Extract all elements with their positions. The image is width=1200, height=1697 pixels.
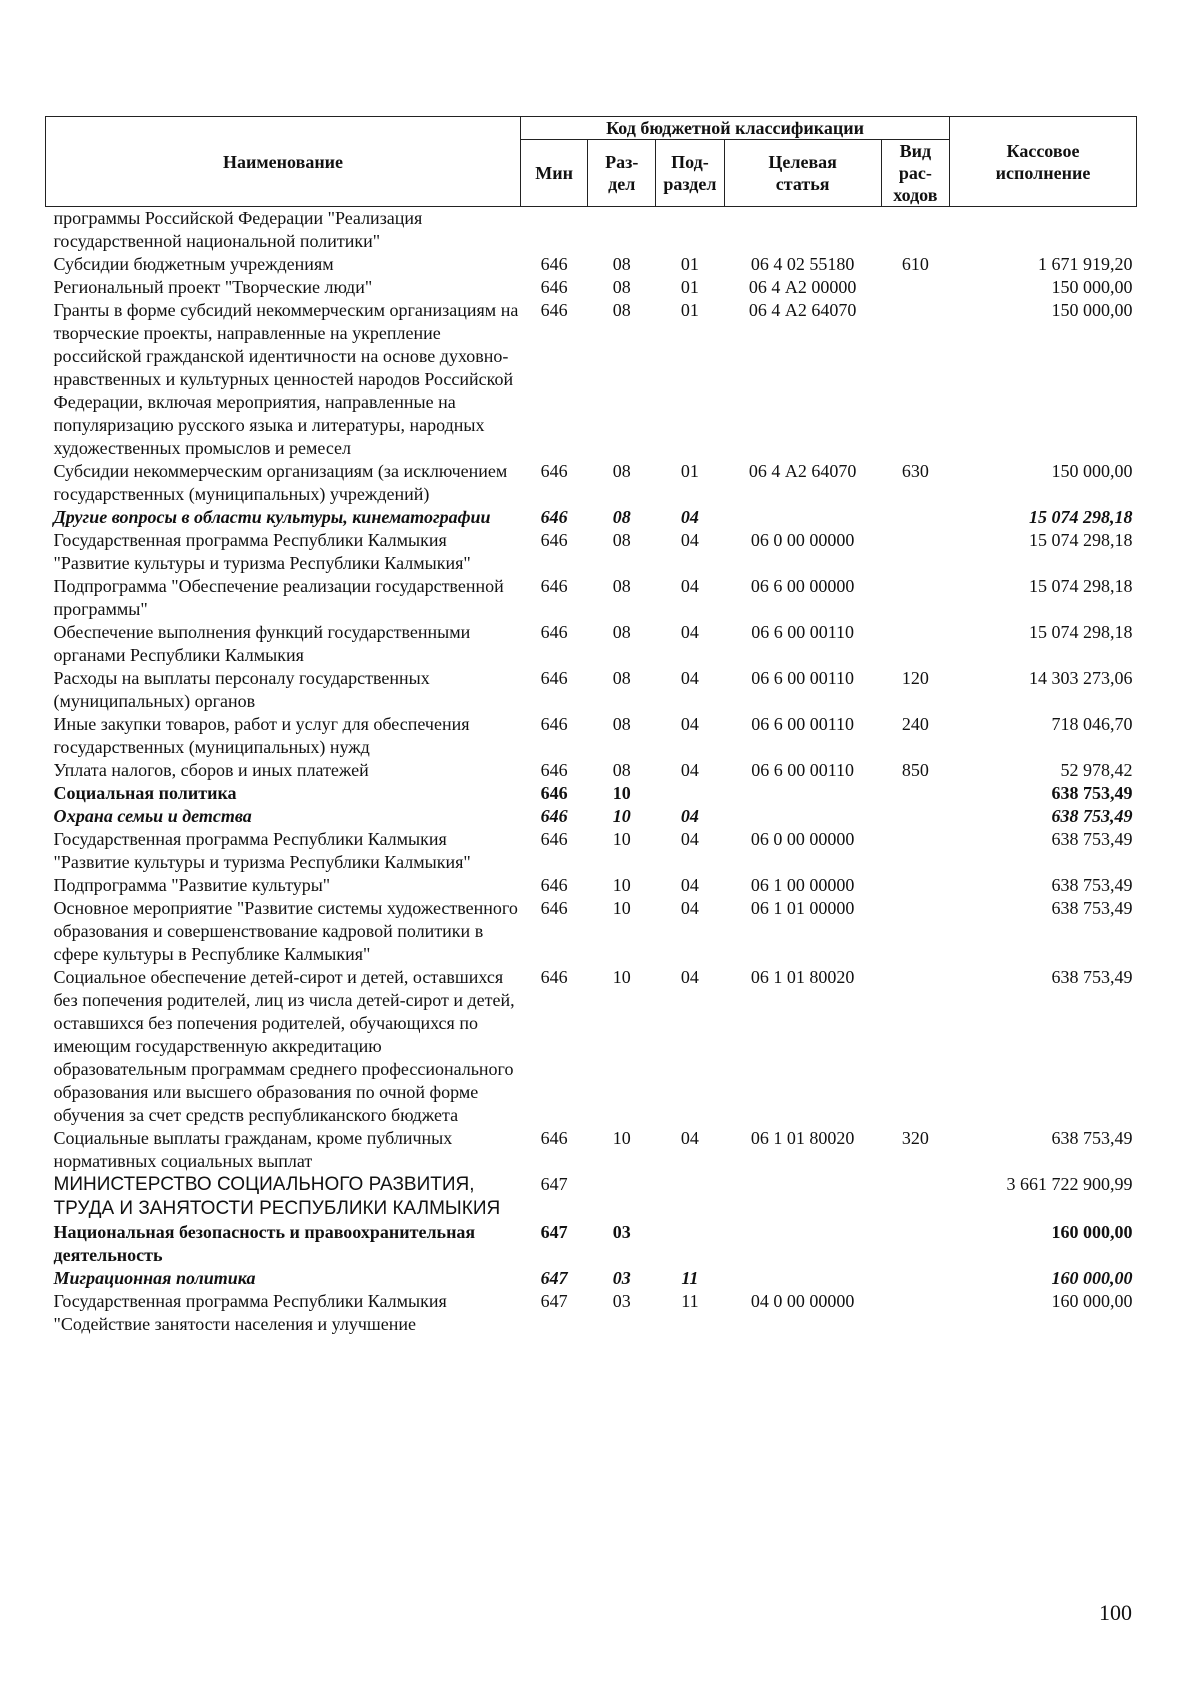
cell-article: 06 6 00 00110 [751, 760, 855, 780]
cell-amount: 638 753,49 [1051, 829, 1133, 849]
cell-vid [881, 621, 949, 667]
cell-article: 06 4 А2 00000 [748, 277, 857, 297]
cell-vid [881, 299, 949, 460]
budget-table [45, 116, 1137, 1336]
cell-amount: 638 753,49 [1051, 898, 1133, 918]
cell-podrazdel: 04 [680, 1128, 699, 1148]
cell-vid [881, 874, 949, 897]
cell-amount: 160 000,00 [1051, 1222, 1133, 1242]
cell-razdel: 10 [612, 1128, 631, 1148]
cell-name: МИНИСТЕРСТВО СОЦИАЛЬНОГО РАЗВИТИЯ, ТРУДА И ЗАНЯТОСТИ РЕСПУБЛИКИ КАЛМЫКИЯ [53, 1174, 501, 1219]
cell-amount: 150 000,00 [1051, 277, 1133, 297]
cell-vid [881, 828, 949, 874]
cell-name: Государственная программа Республики Калмыкия "Развитие культуры и туризма Республики Калмыкия" [53, 829, 471, 872]
table-row [46, 1127, 1137, 1173]
cell-amount: 14 303 273,06 [1029, 668, 1133, 688]
header-article-text: Целевая статья [768, 152, 837, 194]
cell-vid [881, 529, 949, 575]
table-row [46, 506, 1137, 529]
table-row [46, 207, 1137, 254]
cell-min: 646 [540, 760, 568, 780]
cell-razdel [588, 1173, 656, 1221]
cell-vid [881, 1290, 949, 1336]
cell-vid: 630 [901, 461, 929, 481]
cell-min: 646 [540, 783, 568, 803]
cell-vid [881, 207, 949, 254]
cell-article: 04 0 00 00000 [750, 1291, 855, 1311]
cell-vid: 240 [901, 714, 929, 734]
cell-razdel: 08 [612, 277, 631, 297]
cell-amount: 15 074 298,18 [1029, 530, 1133, 550]
header-vid [881, 140, 949, 207]
cell-razdel: 08 [612, 714, 631, 734]
cell-article: 06 4 А2 64070 [748, 461, 857, 481]
table-row [46, 667, 1137, 713]
cell-name: Государственная программа Республики Калмыкия "Развитие культуры и туризма Республики Калмыкия" [53, 530, 471, 573]
table-row [46, 897, 1137, 966]
cell-name: Уплата налогов, сборов и иных платежей [53, 760, 369, 780]
table-row [46, 621, 1137, 667]
header-code-group: Код бюджетной классификации [521, 117, 950, 140]
cell-razdel: 08 [612, 461, 631, 481]
cell-min: 647 [540, 1174, 568, 1194]
cell-vid [881, 966, 949, 1127]
cell-amount: 52 978,42 [1060, 760, 1133, 780]
cell-article [724, 782, 881, 805]
cell-min: 646 [540, 967, 568, 987]
cell-amount: 15 074 298,18 [1029, 576, 1133, 596]
cell-razdel: 10 [612, 898, 631, 918]
cell-name: Социальное обеспечение детей-сирот и детей, оставшихся без попечения родителей, лиц из числа детей-сирот и детей, оставшихся без попечения родителей, обучающихся по имеющим государственную аккредитацию образовательным программам среднего профессионального образования или высшего образования по очной форме обучения за счет средств республиканского бюджета [53, 967, 515, 1125]
table-row [46, 874, 1137, 897]
cell-article: 06 4 А2 64070 [748, 300, 857, 320]
cell-name: Национальная безопасность и правоохранительная деятельность [53, 1222, 476, 1265]
cell-vid [881, 897, 949, 966]
cell-min: 646 [540, 277, 568, 297]
cell-min: 646 [540, 461, 568, 481]
cell-podrazdel: 04 [680, 806, 699, 826]
cell-podrazdel: 04 [680, 875, 699, 895]
cell-amount [949, 207, 1136, 254]
table-row [46, 529, 1137, 575]
cell-min: 646 [540, 714, 568, 734]
cell-razdel: 08 [612, 576, 631, 596]
cell-razdel: 08 [612, 300, 631, 320]
cell-min: 646 [540, 507, 568, 527]
cell-name: Социальные выплаты гражданам, кроме публичных нормативных социальных выплат [53, 1128, 453, 1171]
cell-podrazdel: 01 [680, 300, 699, 320]
cell-vid [881, 506, 949, 529]
cell-vid: 120 [901, 668, 929, 688]
header-article [724, 140, 881, 207]
cell-podrazdel [656, 782, 724, 805]
cell-amount: 638 753,49 [1051, 806, 1133, 826]
cell-article: 06 1 00 00000 [750, 875, 855, 895]
cell-razdel: 03 [612, 1268, 631, 1288]
cell-article: 06 1 01 00000 [750, 898, 855, 918]
cell-amount: 718 046,70 [1051, 714, 1133, 734]
cell-razdel: 03 [612, 1291, 631, 1311]
cell-podrazdel: 04 [680, 829, 699, 849]
cell-razdel: 08 [612, 530, 631, 550]
cell-podrazdel: 04 [680, 967, 699, 987]
header-name: Наименование [46, 117, 521, 207]
cell-amount: 160 000,00 [1051, 1291, 1133, 1311]
cell-podrazdel: 04 [680, 898, 699, 918]
cell-vid [881, 1221, 949, 1267]
cell-min: 646 [540, 668, 568, 688]
cell-article: 06 6 00 00110 [751, 714, 855, 734]
cell-razdel: 03 [612, 1222, 631, 1242]
cell-article: 06 6 00 00000 [750, 576, 855, 596]
cell-amount: 3 661 722 900,99 [1006, 1174, 1133, 1194]
table-row [46, 805, 1137, 828]
cell-article [724, 1267, 881, 1290]
cell-razdel: 08 [612, 760, 631, 780]
cell-name: Иные закупки товаров, работ и услуг для обеспечения государственных (муниципальных) нужд [53, 714, 470, 757]
cell-podrazdel [656, 1173, 724, 1221]
cell-name: Подпрограмма "Развитие культуры" [53, 875, 331, 895]
header-podrazdel [656, 140, 724, 207]
header-execution [949, 117, 1136, 207]
cell-article: 06 6 00 00110 [751, 622, 855, 642]
header-execution-text: Кассовое исполнение [995, 140, 1091, 183]
cell-name: Охрана семьи и детства [53, 806, 252, 826]
cell-min: 646 [540, 622, 568, 642]
table-row [46, 713, 1137, 759]
cell-vid [881, 276, 949, 299]
cell-min: 646 [540, 254, 568, 274]
table-row [46, 253, 1137, 276]
table-row [46, 1290, 1137, 1336]
header-vid-text: Вид рас- ходов [893, 141, 938, 205]
cell-razdel: 10 [612, 875, 631, 895]
cell-amount: 15 074 298,18 [1029, 507, 1133, 527]
cell-podrazdel: 01 [680, 461, 699, 481]
cell-amount: 150 000,00 [1051, 461, 1133, 481]
cell-razdel: 08 [612, 668, 631, 688]
cell-razdel: 08 [612, 622, 631, 642]
cell-razdel: 08 [612, 507, 631, 527]
cell-podrazdel: 01 [680, 277, 699, 297]
cell-amount: 15 074 298,18 [1029, 622, 1133, 642]
cell-vid: 610 [901, 254, 929, 274]
cell-min: 646 [540, 898, 568, 918]
cell-vid [881, 1173, 949, 1221]
cell-razdel [588, 207, 656, 254]
cell-razdel: 10 [612, 967, 631, 987]
table-row [46, 782, 1137, 805]
cell-razdel: 10 [612, 806, 631, 826]
cell-name: Другие вопросы в области культуры, кинематографии [53, 507, 491, 527]
header-razdel [588, 140, 656, 207]
cell-vid [881, 1267, 949, 1290]
cell-podrazdel: 04 [680, 576, 699, 596]
cell-name: Основное мероприятие "Развитие системы художественного образования и совершенствование кадровой политики в сфере культуры в Республике Калмыкия" [53, 898, 518, 964]
cell-amount: 160 000,00 [1051, 1268, 1133, 1288]
cell-vid: 320 [901, 1128, 929, 1148]
table-row [46, 1173, 1137, 1221]
cell-podrazdel: 04 [680, 714, 699, 734]
table-row [46, 575, 1137, 621]
cell-amount: 150 000,00 [1051, 300, 1133, 320]
cell-name: Миграционная политика [53, 1268, 256, 1288]
cell-article: 06 0 00 00000 [750, 530, 855, 550]
cell-article: 06 1 01 80020 [750, 1128, 855, 1148]
table-row [46, 828, 1137, 874]
cell-podrazdel: 04 [680, 622, 699, 642]
cell-amount: 1 671 919,20 [1038, 254, 1133, 274]
cell-article: 06 0 00 00000 [750, 829, 855, 849]
cell-podrazdel [656, 207, 724, 254]
header-razdel-text: Раз- дел [605, 152, 639, 194]
cell-podrazdel: 04 [680, 668, 699, 688]
cell-name: Гранты в форме субсидий некоммерческим организациям на творческие проекты, направленные на укрепление российской гражданской идентичности на основе духовно-нравственных и культурных ценностей народов Российской Федерации, включая мероприятия, направленные на популяризацию русского языка и литературы, народных художественных промыслов и ремесел [53, 300, 519, 458]
cell-name: программы Российской Федерации "Реализация государственной национальной политики" [53, 208, 423, 251]
cell-podrazdel: 04 [680, 760, 699, 780]
cell-article: 06 4 02 55180 [750, 254, 855, 274]
table-row [46, 1267, 1137, 1290]
cell-amount: 638 753,49 [1051, 967, 1133, 987]
cell-vid [881, 805, 949, 828]
page-number: 100 [1099, 1600, 1132, 1625]
cell-article [724, 805, 881, 828]
cell-article: 06 1 01 80020 [750, 967, 855, 987]
cell-razdel: 10 [612, 829, 631, 849]
cell-min: 646 [540, 300, 568, 320]
table-row [46, 966, 1137, 1127]
cell-amount: 638 753,49 [1051, 1128, 1133, 1148]
table-row [46, 460, 1137, 506]
cell-podrazdel: 04 [680, 507, 699, 527]
table-row [46, 759, 1137, 782]
cell-podrazdel: 04 [680, 530, 699, 550]
cell-amount: 638 753,49 [1051, 875, 1133, 895]
cell-min: 646 [540, 875, 568, 895]
cell-name: Государственная программа Республики Калмыкия "Содействие занятости населения и улучшение [53, 1291, 447, 1334]
cell-article: 06 6 00 00110 [751, 668, 855, 688]
cell-vid [881, 575, 949, 621]
cell-min: 646 [540, 576, 568, 596]
cell-name: Социальная политика [53, 783, 237, 803]
table-header [46, 117, 1137, 207]
cell-article [724, 1173, 881, 1221]
cell-vid: 850 [901, 760, 929, 780]
cell-min: 646 [540, 530, 568, 550]
cell-min: 647 [540, 1222, 568, 1242]
cell-name: Субсидии некоммерческим организациям (за исключением государственных (муниципальных) учреждений) [53, 461, 508, 504]
cell-name: Субсидии бюджетным учреждениям [53, 254, 334, 274]
cell-podrazdel: 11 [681, 1268, 699, 1288]
table-row [46, 299, 1137, 460]
cell-article [724, 207, 881, 254]
cell-name: Региональный проект "Творческие люди" [53, 277, 373, 297]
cell-min: 646 [540, 1128, 568, 1148]
header-podrazdel-text: Под- раздел [663, 152, 717, 194]
table-row [46, 276, 1137, 299]
table-row [46, 1221, 1137, 1267]
header-min: Мин [521, 140, 588, 207]
cell-min: 647 [540, 1291, 568, 1311]
cell-min: 647 [540, 1268, 568, 1288]
cell-min: 646 [540, 829, 568, 849]
cell-razdel: 08 [612, 254, 631, 274]
cell-name: Подпрограмма "Обеспечение реализации государственной программы" [53, 576, 504, 619]
cell-name: Расходы на выплаты персоналу государственных (муниципальных) органов [53, 668, 430, 711]
cell-name: Обеспечение выполнения функций государственными органами Республики Калмыкия [53, 622, 471, 665]
cell-amount: 638 753,49 [1051, 783, 1133, 803]
cell-min: 646 [540, 806, 568, 826]
cell-podrazdel: 01 [680, 254, 699, 274]
cell-vid [881, 782, 949, 805]
table-body [46, 207, 1137, 1337]
cell-razdel: 10 [612, 783, 631, 803]
cell-article [724, 506, 881, 529]
cell-min [521, 207, 588, 254]
cell-article [724, 1221, 881, 1267]
cell-podrazdel: 11 [681, 1291, 699, 1311]
cell-podrazdel [656, 1221, 724, 1267]
